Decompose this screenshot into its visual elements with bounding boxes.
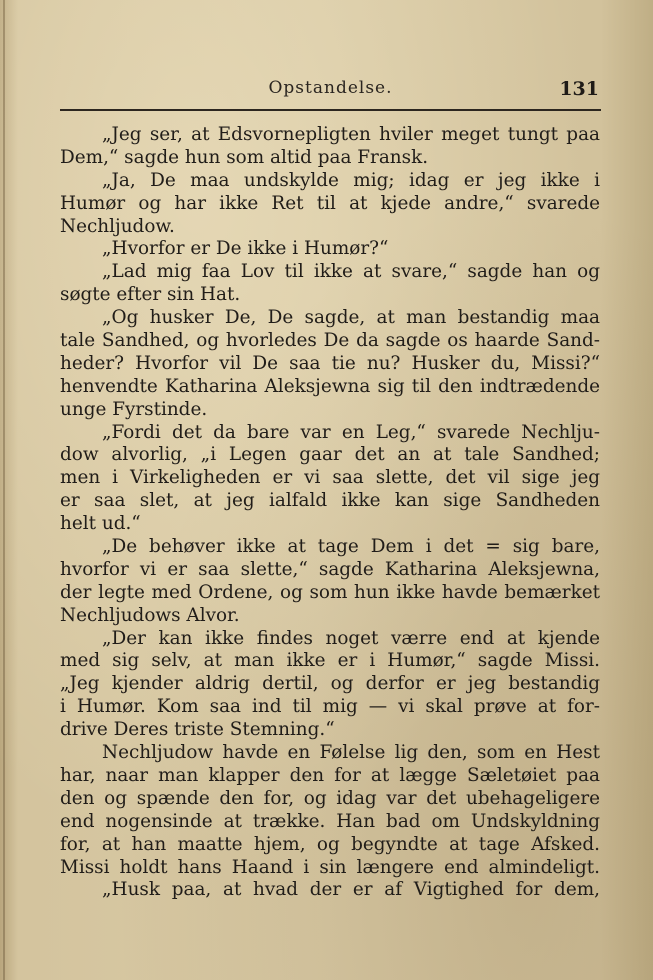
header-rule [60,109,601,111]
text-line: heder? Hvorfor vil De saa tie nu? Husker du, Missi?“ [60,352,600,374]
page-number: 131 [559,78,599,100]
text-line: „Jeg ser, at Edsvornepligten hviler meget tungt paa [102,124,600,145]
text-line: helt ud.“ [60,513,141,535]
text-line: „Og husker De, De sagde, at man bestandig maa [102,307,600,329]
text-line: Humør og har ikke Ret til at kjede andre,“ svarede [60,192,600,214]
text-line: hvorfor vi er saa slette,“ sagde Katharina Aleksjewna, [60,558,600,580]
text-line: den og spænde den for, og idag var det ubehageligere [60,787,600,809]
page-header [60,78,601,104]
text-line: er saa slet, at jeg ialfald ikke kan sige Sandheden [60,490,600,512]
text-line: „De behøver ikke at tage Dem i det = sig bare, [102,536,600,558]
text-line: men i Virkeligheden er vi saa slette, det vil sige jeg [60,467,600,489]
text-line: „Ja, De maa undskylde mig; idag er jeg ikke i [102,169,600,191]
text-line: drive Deres triste Stemning.“ [60,719,335,741]
text-line: end nogensinde at trække. Han bad om Undskyldning [60,810,600,832]
body-text [60,124,600,902]
text-line: Missi holdt hans Haand i sin længere end almindeligt. [60,856,600,878]
text-line: har, naar man klapper den for at lægge Sæletøiet paa [60,764,600,786]
text-line: henvendte Katharina Aleksjewna sig til den indtrædende [60,375,600,397]
text-line: „Husk paa, at hvad der er af Vigtighed for dem, [102,879,600,901]
text-line: „Fordi det da bare var en Leg,“ svarede Nechlju- [102,421,600,443]
text-line: Nechljudow havde en Følelse lig den, som en Hest [102,742,600,764]
text-line: der legte med Ordene, og som hun ikke havde bemærket [60,581,600,603]
text-line: Nechljudow. [60,215,175,237]
text-line: med sig selv, at man ikke er i Humør,“ sagde Missi. [60,650,600,672]
text-line: Nechljudows Alvor. [60,604,240,626]
text-line: tale Sandhed, og hvorledes De da sagde os haarde Sand- [60,330,600,352]
text-line: søgte efter sin Hat. [60,284,241,306]
text-line: „Hvorfor er De ikke i Humør?“ [102,238,389,260]
text-line: dow alvorlig, „i Legen gaar det an at tale Sandhed; [60,444,600,466]
text-line: i Humør. Kom saa ind til mig — vi skal prøve at for- [60,696,600,718]
running-title: Opstandelse. [268,78,393,98]
text-line: „Lad mig faa Lov til ikke at svare,“ sagde han og [102,261,600,283]
text-line: for, at han maatte hjem, og begyndte at tage Afsked. [60,833,600,855]
text-line: „Jeg kjender aldrig dertil, og derfor er jeg bestandig [60,673,600,695]
text-line: Dem,“ sagde hun som altid paa Fransk. [60,146,429,168]
text-line: unge Fyrstinde. [60,398,208,420]
text-line: „Der kan ikke findes noget værre end at kjende [102,627,600,649]
